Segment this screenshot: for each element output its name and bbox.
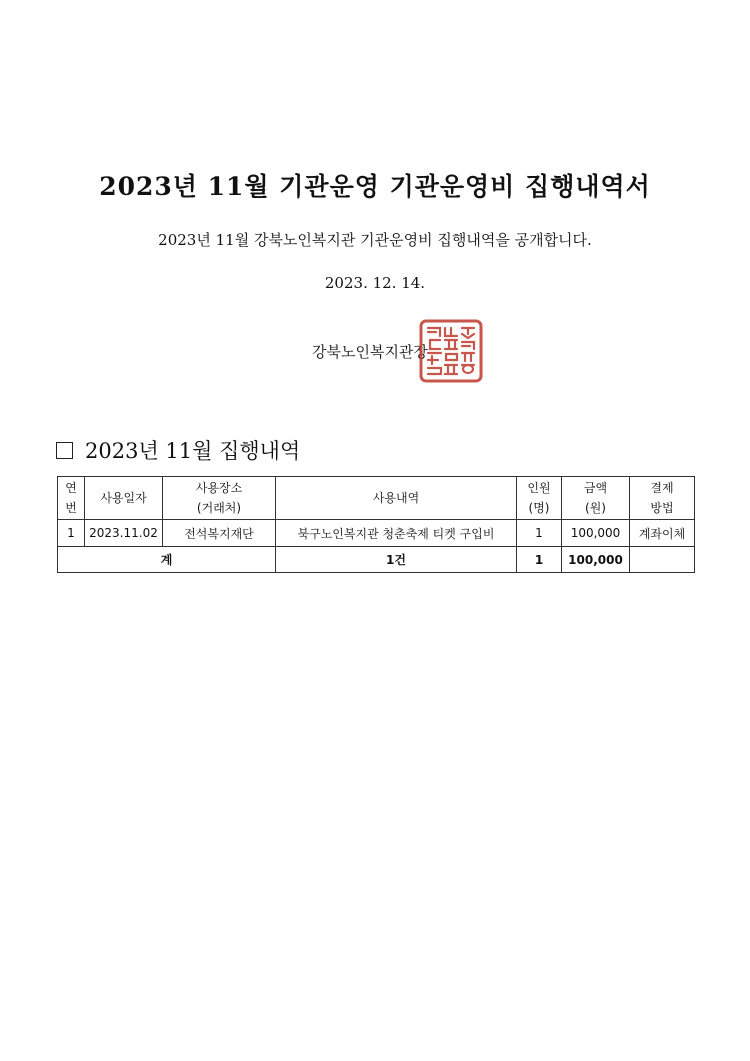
total-method xyxy=(630,547,695,573)
cell-no: 1 xyxy=(58,520,85,547)
header-amount: 금액 (원) xyxy=(562,477,630,520)
header-date: 사용일자 xyxy=(85,477,163,520)
total-people: 1 xyxy=(517,547,562,573)
document-title: 2023년 11월 기관운영 기관운영비 집행내역서 xyxy=(99,172,651,201)
header-no: 연 번 xyxy=(58,477,85,520)
cell-amount: 100,000 xyxy=(562,520,630,547)
expense-table xyxy=(57,476,695,573)
header-place: 사용장소 (거래처) xyxy=(163,477,276,520)
total-count: 1건 xyxy=(276,547,517,573)
header-method: 결제 방법 xyxy=(630,477,695,520)
table-header-row xyxy=(58,477,695,520)
cell-method: 계좌이체 xyxy=(630,520,695,547)
cell-date: 2023.11.02 xyxy=(85,520,163,547)
section-heading-text: 2023년 11월 집행내역 xyxy=(85,439,301,463)
table-total-row xyxy=(58,547,695,573)
total-label: 계 xyxy=(58,547,276,573)
table-row xyxy=(58,520,695,547)
checkbox-square-icon xyxy=(56,442,73,459)
header-people: 인원 (명) xyxy=(517,477,562,520)
official-seal-icon xyxy=(418,318,484,384)
organization-name: 강북노인복지관장 xyxy=(312,343,428,361)
total-amount: 100,000 xyxy=(562,547,630,573)
document-date: 2023. 12. 14. xyxy=(324,274,426,292)
cell-place: 전석복지재단 xyxy=(163,520,276,547)
header-details: 사용내역 xyxy=(276,477,517,520)
cell-details: 북구노인복지관 청춘축제 티켓 구입비 xyxy=(276,520,517,547)
section-heading xyxy=(56,435,300,465)
cell-people: 1 xyxy=(517,520,562,547)
document-subtitle: 2023년 11월 강북노인복지관 기관운영비 집행내역을 공개합니다. xyxy=(158,231,592,249)
